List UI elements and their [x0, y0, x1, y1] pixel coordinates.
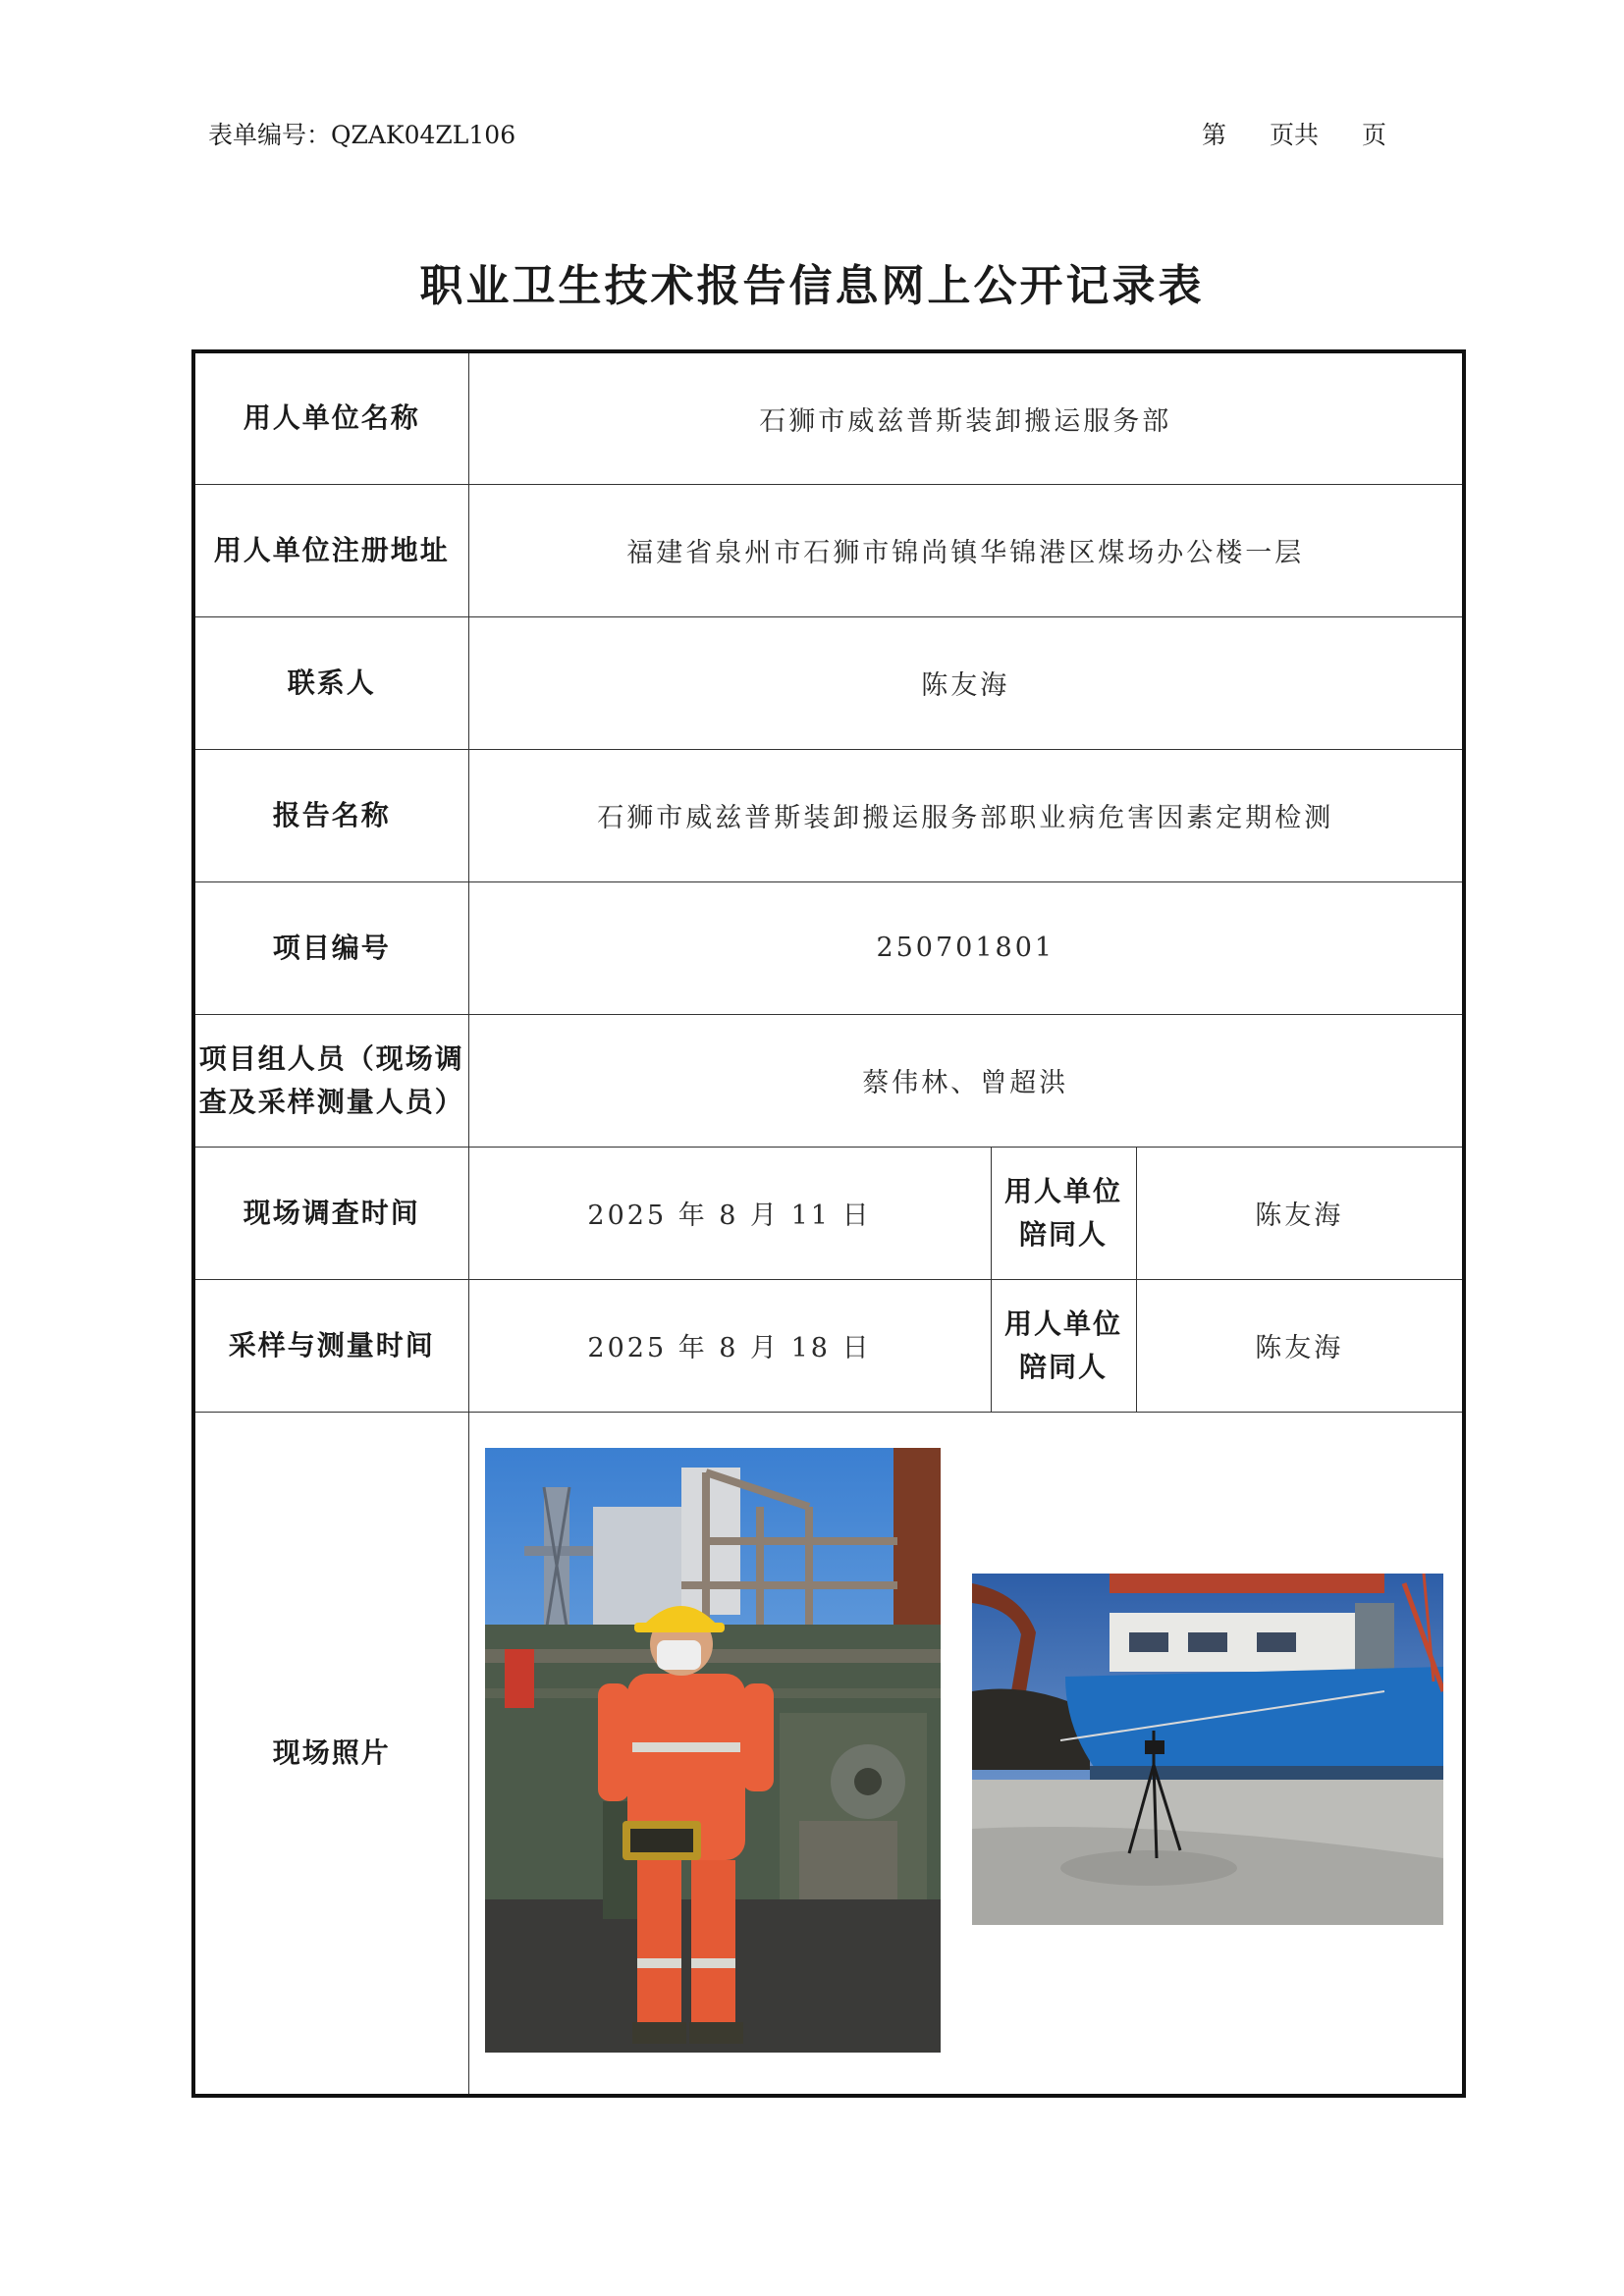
- report-name-value: 石狮市威兹普斯装卸搬运服务部职业病危害因素定期检测: [468, 749, 1464, 881]
- page-counter: [1202, 116, 1386, 151]
- row-employer-address: [193, 484, 1464, 616]
- sampling-escort-label-line1: 用人单位: [1003, 1307, 1122, 1340]
- sampling-escort-value: 陈友海: [1136, 1279, 1464, 1412]
- row-site-photos: [193, 1412, 1464, 2096]
- sampling-escort-label: [991, 1279, 1136, 1412]
- site-photos-cell: [468, 1412, 1464, 2096]
- survey-escort-value: 陈友海: [1136, 1147, 1464, 1279]
- survey-escort-label-line1: 用人单位: [1003, 1174, 1122, 1207]
- survey-time-value: 2025 年 8 月 11 日: [468, 1147, 991, 1279]
- site-photo-ship: [972, 1574, 1443, 1925]
- site-photos-label: 现场照片: [193, 1412, 468, 2096]
- sampling-time-label: 采样与测量时间: [193, 1279, 468, 1412]
- page-title: 职业卫生技术报告信息网上公开记录表: [419, 261, 1205, 311]
- row-report-name: [193, 749, 1464, 881]
- survey-time-label: 现场调查时间: [193, 1147, 468, 1279]
- row-employer-name: [193, 351, 1464, 484]
- page-label-1: 第: [1202, 121, 1227, 149]
- team-members-label: [193, 1014, 468, 1147]
- employer-address-value: 福建省泉州市石狮市锦尚镇华锦港区煤场办公楼一层: [468, 484, 1464, 616]
- employer-address-label: 用人单位注册地址: [193, 484, 468, 616]
- report-name-label: 报告名称: [193, 749, 468, 881]
- survey-escort-label-line2: 陪同人: [1018, 1217, 1108, 1251]
- contact-value: 陈友海: [468, 616, 1464, 749]
- form-number: 表单编号：QZAK04ZL106: [208, 121, 516, 149]
- row-team-members: [193, 1014, 1464, 1147]
- sampling-escort-label-line2: 陪同人: [1018, 1350, 1108, 1383]
- row-project-number: [193, 881, 1464, 1014]
- row-contact: [193, 616, 1464, 749]
- survey-escort-label: [991, 1147, 1136, 1279]
- contact-label: 联系人: [193, 616, 468, 749]
- site-photo-worker: [485, 1448, 941, 2053]
- employer-name-value: 石狮市威兹普斯装卸搬运服务部: [468, 351, 1464, 484]
- row-sampling-time: [193, 1279, 1464, 1412]
- project-number-value: 250701801: [468, 881, 1464, 1014]
- project-number-label: 项目编号: [193, 881, 468, 1014]
- employer-name-label: 用人单位名称: [193, 351, 468, 484]
- sampling-time-value: 2025 年 8 月 18 日: [468, 1279, 991, 1412]
- page-label-2: 页共: [1270, 121, 1320, 149]
- team-members-value: 蔡伟林、曾超洪: [468, 1014, 1464, 1147]
- page-label-3: 页: [1362, 121, 1387, 149]
- team-members-label-line2: 查及采样测量人员）: [198, 1085, 464, 1118]
- team-members-label-line1: 项目组人员（现场调: [198, 1041, 464, 1075]
- row-survey-time: [193, 1147, 1464, 1279]
- record-table: [191, 349, 1466, 2098]
